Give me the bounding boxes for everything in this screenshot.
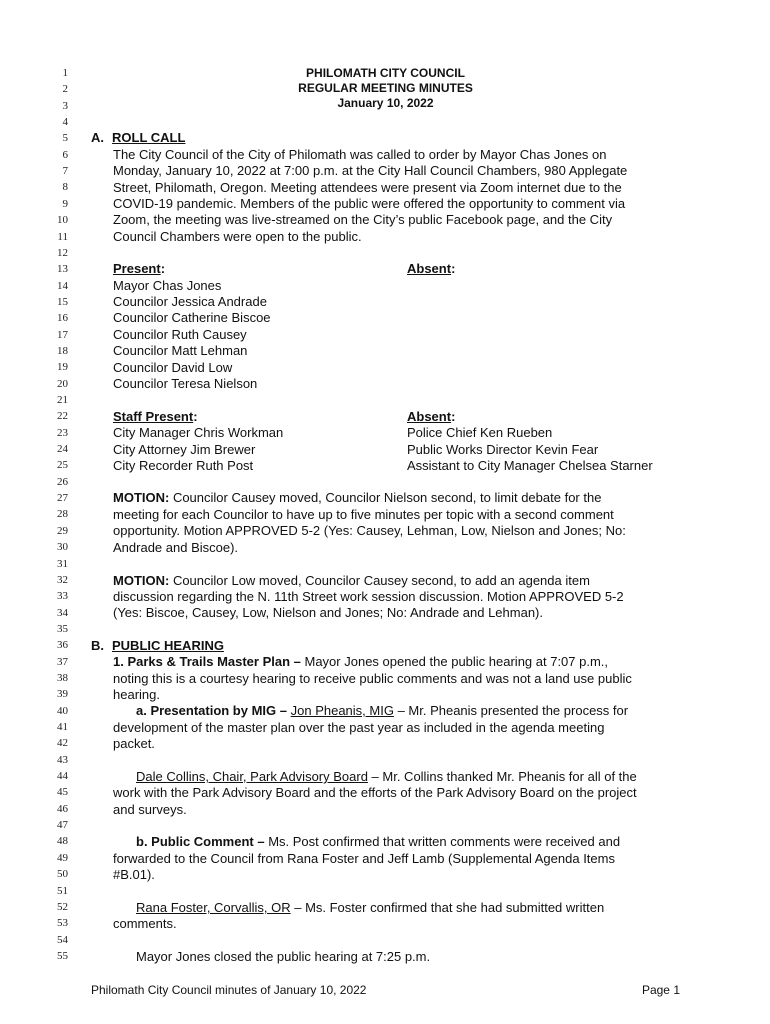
presentation-line: a. Presentation by MIG – Jon Pheanis, MIG – Mr. Pheanis presented the process for <box>136 703 629 718</box>
line-number: 38 <box>57 671 68 684</box>
line-number: 20 <box>57 377 68 390</box>
line-number: 11 <box>57 230 68 243</box>
motion-1-line: opportunity. Motion APPROVED 5-2 (Yes: Causey, Lehman, Low, Nielson and Jones; No: <box>113 523 626 538</box>
present-member: Councilor David Low <box>113 360 233 375</box>
motion-label: MOTION: <box>113 490 170 505</box>
council-title: PHILOMATH CITY COUNCIL <box>306 66 465 80</box>
line-number-row <box>0 817 770 833</box>
line-number: 36 <box>57 639 68 652</box>
line-number: 26 <box>57 475 68 488</box>
line-number: 43 <box>57 753 68 766</box>
motion-1-line: MOTION: Councilor Causey moved, Councilor Nielson second, to limit debate for the <box>113 490 602 505</box>
section-b-title: PUBLIC HEARING <box>112 638 224 653</box>
line-number-row <box>0 556 770 572</box>
line-number: 55 <box>57 949 68 962</box>
line-number: 10 <box>57 214 68 227</box>
line-number: 37 <box>57 655 68 668</box>
public-comment-line: b. Public Comment – Ms. Post confirmed that written comments were received and <box>136 834 621 849</box>
line-number-row <box>0 474 770 490</box>
line-number: 16 <box>57 312 68 325</box>
staff-row: City Manager Chris Workman Police Chief Ken Rueben <box>113 425 553 440</box>
absent-label: Absent <box>407 261 452 276</box>
line-number: 29 <box>57 524 68 537</box>
collins-line: work with the Park Advisory Board and the efforts of the Park Advisory Board on the project <box>113 785 637 800</box>
line-number-row <box>0 245 770 261</box>
section-a-heading <box>0 130 770 146</box>
roll-call-line: Monday, January 10, 2022 at 7:00 p.m. at the City Hall Council Chambers, 980 Applegate <box>113 163 628 178</box>
line-number: 8 <box>62 181 68 194</box>
line-number: 1 <box>62 67 68 79</box>
line-number: 25 <box>57 459 68 472</box>
line-number: 7 <box>62 165 68 178</box>
motion-label: MOTION: <box>113 573 170 588</box>
item-1-line: noting this is a courtesy hearing to receive public comments and was not a land use public <box>113 671 632 686</box>
line-number-row <box>0 392 770 408</box>
line-number-row <box>0 932 770 948</box>
line-number: 22 <box>57 410 68 423</box>
public-comment-line: forwarded to the Council from Rana Foster and Jeff Lamb (Supplemental Agenda Items <box>113 851 615 866</box>
line-number: 50 <box>57 868 68 881</box>
motion-1-line: Andrade and Biscoe). <box>113 540 239 555</box>
line-number: 23 <box>57 426 68 439</box>
line-number: 6 <box>62 148 68 161</box>
section-a-letter: A. <box>91 130 104 145</box>
line-number: 19 <box>57 361 68 374</box>
foster-line: Rana Foster, Corvallis, OR – Ms. Foster confirmed that she had submitted written <box>136 900 605 915</box>
line-number: 12 <box>57 246 68 259</box>
header-line-2 <box>0 80 770 96</box>
line-number: 42 <box>57 737 68 750</box>
presenter-name: Jon Pheanis, MIG <box>290 703 394 718</box>
public-comment-label: b. Public Comment – <box>136 834 265 849</box>
line-number: 48 <box>57 835 68 848</box>
meeting-date: January 10, 2022 <box>337 96 434 110</box>
line-number-row <box>0 621 770 637</box>
line-number: 14 <box>57 279 68 292</box>
line-number: 46 <box>57 802 68 815</box>
line-number: 35 <box>57 622 68 635</box>
motion-1-line: meeting for each Councilor to have up to five minutes per topic with a second comment <box>113 507 614 522</box>
attendance-headings: Present: Absent: <box>113 261 456 276</box>
present-label: Present <box>113 261 161 276</box>
present-member: Councilor Teresa Nielson <box>113 376 258 391</box>
line-number: 31 <box>57 557 68 570</box>
public-comment-line: #B.01). <box>113 867 155 882</box>
item-1-line: hearing. <box>113 687 160 702</box>
line-number: 53 <box>57 917 68 930</box>
staff-row: City Attorney Jim Brewer Public Works Director Kevin Fear <box>113 442 599 457</box>
line-number: 28 <box>57 508 68 521</box>
line-number: 2 <box>62 83 68 96</box>
line-number: 15 <box>57 295 68 308</box>
roll-call-line: The City Council of the City of Philomath was called to order by Mayor Chas Jones on <box>113 147 607 162</box>
present-member: Councilor Catherine Biscoe <box>113 310 271 325</box>
line-number: 17 <box>57 328 68 341</box>
line-number: 40 <box>57 704 68 717</box>
footer-left: Philomath City Council minutes of January 10, 2022 <box>91 983 367 997</box>
collins-name: Dale Collins, Chair, Park Advisory Board <box>136 769 368 784</box>
roll-call-line: COVID-19 pandemic. Members of the public were offered the opportunity to comment via <box>113 196 626 211</box>
line-number: 3 <box>62 99 68 112</box>
line-number-row <box>0 752 770 768</box>
line-number: 49 <box>57 851 68 864</box>
closing-line <box>0 949 770 965</box>
motion-2-line: MOTION: Councilor Low moved, Councilor Causey second, to add an agenda item <box>113 573 590 588</box>
item-1-line: 1. Parks & Trails Master Plan – Mayor Jones opened the public hearing at 7:07 p.m., <box>113 654 609 669</box>
line-number: 5 <box>62 132 68 145</box>
roll-call-line: Street, Philomath, Oregon. Meeting attendees were present via Zoom internet due to the <box>113 180 622 195</box>
line-number: 27 <box>57 492 68 505</box>
header-line-3 <box>0 95 770 111</box>
line-number: 54 <box>57 933 68 946</box>
line-number-row <box>0 883 770 899</box>
line-number: 51 <box>57 884 68 897</box>
line-number: 39 <box>57 688 68 701</box>
presentation-label: a. Presentation by MIG – <box>136 703 287 718</box>
staff-absent-label: Absent <box>407 409 452 424</box>
roll-call-line: Zoom, the meeting was live-streamed on the City’s public Facebook page, and the City <box>113 212 613 227</box>
line-number: 47 <box>57 819 68 832</box>
line-number: 32 <box>57 573 68 586</box>
foster-name: Rana Foster, Corvallis, OR <box>136 900 291 915</box>
line-number: 44 <box>57 770 68 783</box>
staff-row: City Recorder Ruth Post Assistant to City Manager Chelsea Starner <box>113 458 653 473</box>
page-number: Page 1 <box>641 983 680 997</box>
present-member: Councilor Matt Lehman <box>113 343 248 358</box>
line-number: 9 <box>62 197 68 210</box>
motion-2-line: (Yes: Biscoe, Causey, Low, Nielson and Jones; No: Andrade and Lehman). <box>113 605 543 620</box>
line-number: 34 <box>57 606 68 619</box>
line-number: 18 <box>57 344 68 357</box>
line-number: 24 <box>57 443 68 456</box>
section-b-letter: B. <box>91 638 104 653</box>
minutes-title: REGULAR MEETING MINUTES <box>298 81 473 95</box>
line-number: 45 <box>57 786 68 799</box>
roll-call-line: Council Chambers were open to the public. <box>113 229 362 244</box>
closing-text: Mayor Jones closed the public hearing at 7:25 p.m. <box>136 949 431 964</box>
line-number: 30 <box>57 541 68 554</box>
line-number-row <box>0 114 770 130</box>
foster-line: comments. <box>113 916 177 931</box>
present-member: Mayor Chas Jones <box>113 278 222 293</box>
present-member: Councilor Ruth Causey <box>113 327 247 342</box>
line-number: 41 <box>57 721 68 733</box>
presentation-line: packet. <box>113 736 155 751</box>
present-member: Councilor Jessica Andrade <box>113 294 267 309</box>
line-number: 33 <box>57 590 68 603</box>
line-number: 4 <box>62 116 68 129</box>
staff-headings: Staff Present: Absent: <box>113 409 456 424</box>
line-number: 21 <box>57 394 68 406</box>
staff-present-label: Staff Present <box>113 409 194 424</box>
collins-line: and surveys. <box>113 802 187 817</box>
line-number: 52 <box>57 900 68 913</box>
motion-2-line: discussion regarding the N. 11th Street work session discussion. Motion APPROVED 5-2 <box>113 589 624 604</box>
header-line-1 <box>0 65 770 81</box>
presentation-line: development of the master plan over the past year as included in the agenda meeting <box>113 720 605 735</box>
line-number: 13 <box>57 263 68 276</box>
collins-line: Dale Collins, Chair, Park Advisory Board – Mr. Collins thanked Mr. Pheanis for all of the <box>136 769 637 784</box>
section-a-title: ROLL CALL <box>112 130 186 145</box>
item-1-label: 1. Parks & Trails Master Plan – <box>113 654 301 669</box>
section-b-heading <box>0 638 770 654</box>
